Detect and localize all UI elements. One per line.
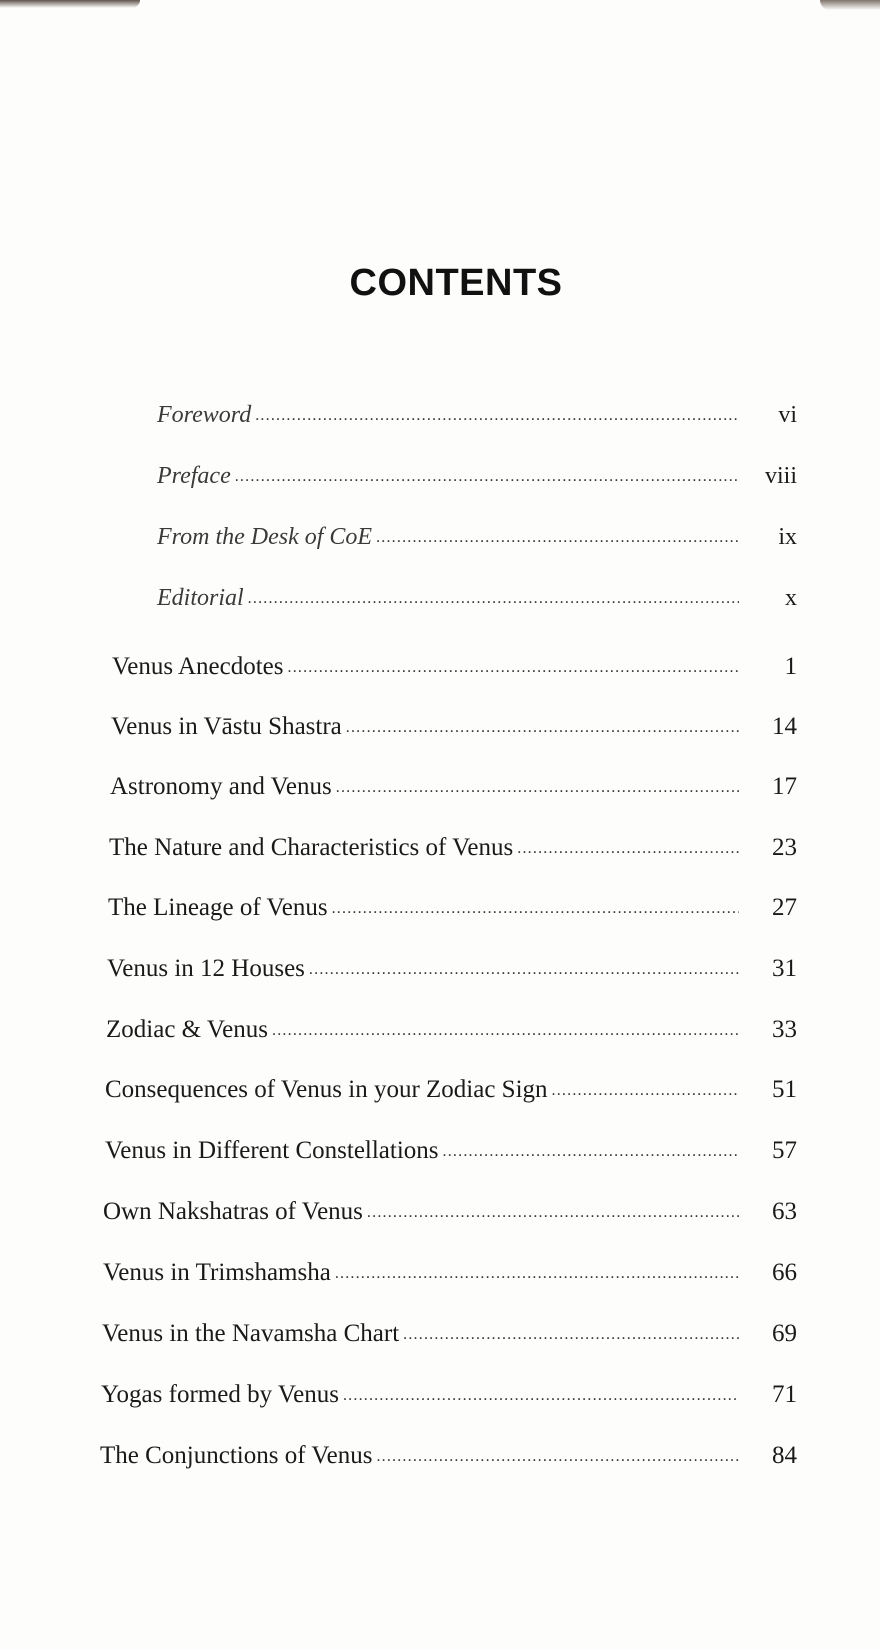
toc-entry-page: 33 — [772, 1016, 797, 1043]
toc-entry-lineage — [108, 894, 797, 934]
toc-entry-page: 69 — [772, 1320, 797, 1347]
toc-leader-dots — [288, 659, 740, 677]
toc-entry-page: viii — [764, 463, 797, 489]
toc-leader-dots — [272, 1022, 739, 1040]
toc-leader-dots — [403, 1326, 739, 1344]
toc-entry-consequences — [105, 1076, 797, 1116]
toc-leader-dots — [343, 1387, 739, 1405]
toc-entry-page: 71 — [772, 1381, 797, 1408]
toc-entry-label: Venus in the Navamsha Chart — [102, 1320, 400, 1347]
toc-entry-page: x — [785, 585, 797, 611]
toc-entry-label: The Conjunctions of Venus — [100, 1442, 373, 1469]
toc-entry-from-the-desk — [157, 524, 797, 564]
toc-entry-page: 14 — [772, 713, 797, 740]
toc-entry-navamsha — [102, 1320, 797, 1360]
toc-leader-dots — [235, 468, 739, 486]
toc-entry-yogas — [101, 1381, 797, 1421]
toc-entry-page: 66 — [772, 1259, 797, 1286]
toc-entry-venus-anecdotes — [112, 653, 797, 693]
toc-entry-page: 17 — [772, 773, 797, 800]
toc-entry-page: vi — [778, 402, 797, 428]
toc-entry-label: Yogas formed by Venus — [101, 1381, 339, 1408]
toc-entry-label: Zodiac & Venus — [106, 1016, 269, 1043]
toc-leader-dots — [443, 1143, 739, 1161]
toc-entry-page: 1 — [784, 653, 797, 680]
toc-entry-label: The Nature and Characteristics of Venus — [109, 834, 514, 861]
toc-entry-label: Venus Anecdotes — [112, 653, 284, 680]
toc-entry-page: 57 — [772, 1137, 797, 1164]
toc-entry-label: Editorial — [157, 585, 244, 611]
toc-entry-label: Venus in Trimshamsha — [103, 1259, 331, 1286]
toc-entry-vastu-shastra — [111, 713, 797, 753]
toc-leader-dots — [367, 1204, 739, 1222]
toc-leader-dots — [376, 529, 739, 547]
toc-entry-page: 31 — [772, 955, 797, 982]
toc-leader-dots — [346, 719, 739, 737]
toc-entry-astronomy — [110, 773, 797, 813]
toc-entry-own-nakshatras — [103, 1198, 797, 1238]
toc-entry-trimshamsha — [103, 1259, 797, 1299]
toc-entry-label: Own Nakshatras of Venus — [103, 1198, 363, 1225]
toc-leader-dots — [552, 1082, 739, 1100]
toc-leader-dots — [517, 840, 739, 858]
toc-entry-foreword — [157, 402, 797, 442]
toc-leader-dots — [248, 590, 739, 608]
toc-entry-constellations — [105, 1137, 797, 1177]
toc-entry-editorial — [157, 585, 797, 625]
toc-entry-zodiac — [106, 1016, 797, 1056]
toc-entry-label: Astronomy and Venus — [110, 773, 332, 800]
toc-entry-label: Venus in Vāstu Shastra — [111, 713, 342, 740]
toc-leader-dots — [332, 900, 739, 918]
toc-entry-label: The Lineage of Venus — [108, 894, 328, 921]
contents-heading: CONTENTS — [349, 262, 563, 304]
toc-entry-page: 27 — [772, 894, 797, 921]
toc-entry-label: From the Desk of CoE — [157, 524, 373, 550]
toc-entry-page: 23 — [772, 834, 797, 861]
toc-entry-label: Venus in Different Constellations — [105, 1137, 439, 1164]
toc-leader-dots — [255, 407, 739, 425]
toc-entry-page: ix — [778, 524, 797, 550]
toc-entry-preface — [157, 463, 797, 503]
toc-leader-dots — [336, 779, 739, 797]
toc-entry-label: Foreword — [157, 402, 252, 428]
toc-leader-dots — [309, 961, 739, 979]
toc-entry-page: 63 — [772, 1198, 797, 1225]
toc-entry-conjunctions — [100, 1442, 797, 1482]
toc-entry-label: Consequences of Venus in your Zodiac Sign — [105, 1076, 548, 1103]
toc-entry-12-houses — [107, 955, 797, 995]
toc-entry-page: 84 — [772, 1442, 797, 1469]
toc-leader-dots — [376, 1448, 739, 1466]
toc-entry-page: 51 — [772, 1076, 797, 1103]
toc-entry-label: Venus in 12 Houses — [107, 955, 305, 982]
toc-leader-dots — [335, 1265, 739, 1283]
toc-entry-label: Preface — [157, 463, 231, 489]
toc-entry-nature-characteristics — [109, 834, 797, 874]
